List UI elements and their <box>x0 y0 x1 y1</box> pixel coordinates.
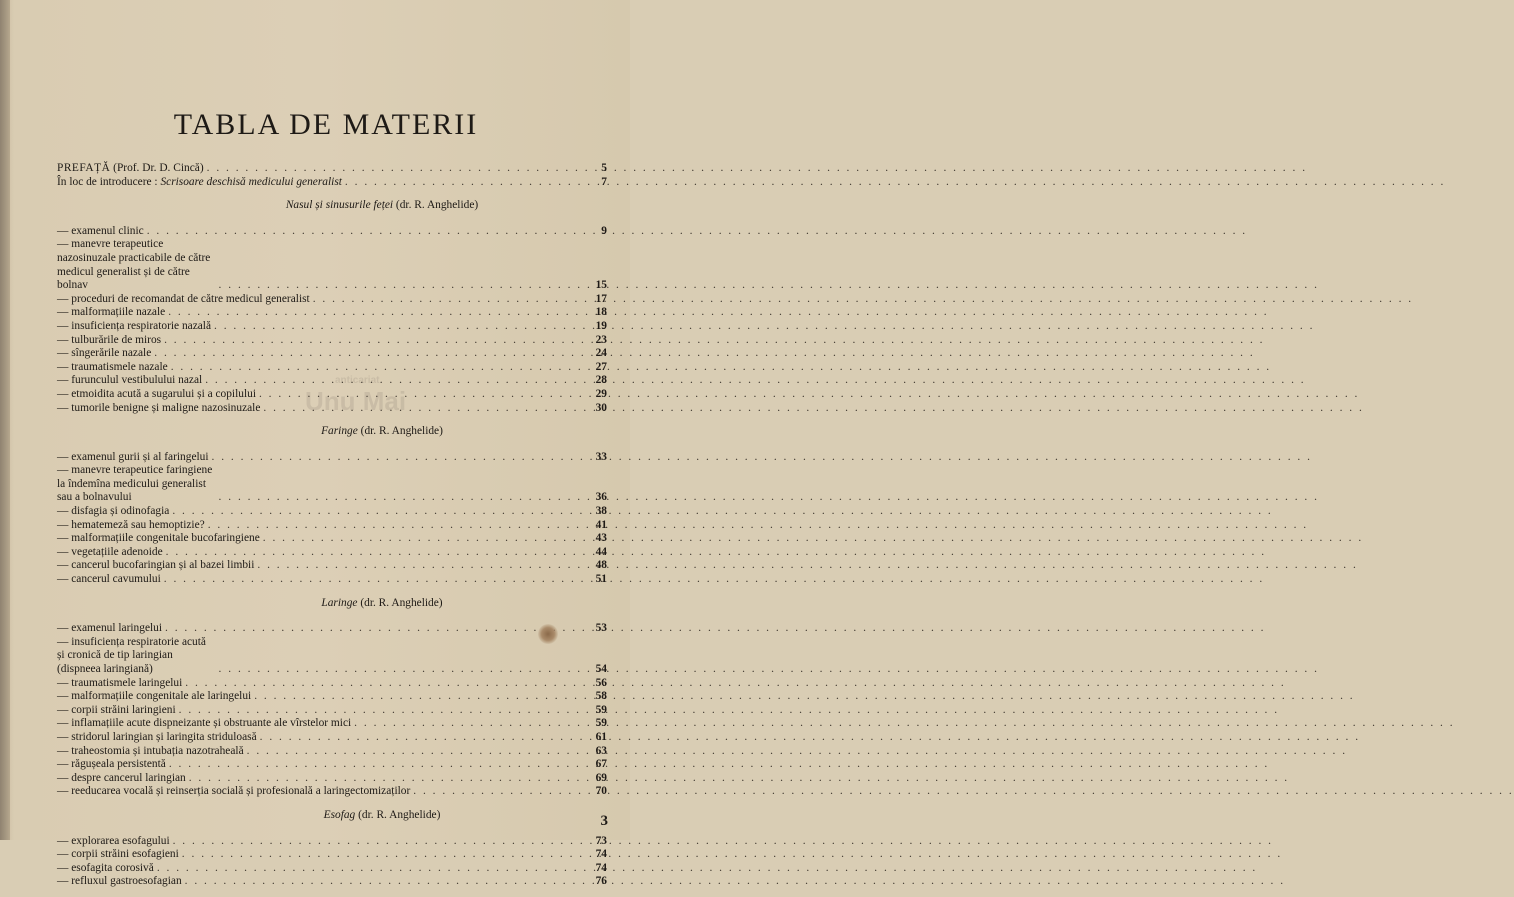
toc-row-introducere <box>57 176 607 190</box>
leader-dots <box>172 505 582 519</box>
toc-item <box>57 862 607 876</box>
toc-item-page: 28 <box>595 374 607 387</box>
toc-item-label: — examenul clinic <box>57 225 144 239</box>
toc-item-page: 51 <box>595 573 607 586</box>
leader-dots <box>345 176 582 190</box>
book-page <box>0 0 630 888</box>
section-heading <box>57 597 607 611</box>
leader-dots <box>263 402 582 416</box>
section-heading-title: Laringe <box>321 596 358 609</box>
toc-item-label: — disfagia și odinofagia <box>57 505 169 519</box>
leader-dots <box>219 279 582 293</box>
toc-item <box>57 532 607 546</box>
toc-item-label: — traumatismele laringelui <box>57 677 182 691</box>
toc-item <box>57 785 607 799</box>
leader-dots <box>208 519 582 533</box>
toc-item-label: — traumatismele nazale <box>57 361 168 375</box>
toc-item-page: 23 <box>595 333 607 346</box>
intro-plain: În loc de introducere : <box>57 175 161 188</box>
toc-item-page: 44 <box>595 545 607 558</box>
section-heading <box>57 199 607 213</box>
leader-dots <box>313 293 582 307</box>
toc-item-page: 70 <box>595 785 607 798</box>
toc-item <box>57 848 607 862</box>
leader-dots <box>185 875 582 889</box>
toc-item <box>57 334 607 348</box>
toc-section <box>57 597 607 799</box>
leader-dots <box>171 361 582 375</box>
toc-section <box>57 425 607 587</box>
leader-dots <box>169 758 582 772</box>
toc-section <box>57 199 607 415</box>
toc-item-page: 30 <box>595 401 607 414</box>
leader-dots <box>166 546 582 560</box>
toc-label <box>57 176 342 190</box>
leader-dots <box>247 745 582 759</box>
toc-item-page: 29 <box>595 387 607 400</box>
toc-item-page: 33 <box>595 450 607 463</box>
table-of-contents <box>57 162 607 897</box>
leader-dots <box>254 690 582 704</box>
toc-page-number: 5 <box>601 162 607 174</box>
section-heading-title: Esofag <box>323 808 356 821</box>
leader-dots <box>164 573 582 587</box>
toc-item <box>57 293 607 307</box>
toc-item <box>57 402 607 416</box>
toc-item <box>57 464 607 505</box>
leader-dots <box>182 848 582 862</box>
section-heading-author: (dr. R. Anghelide) <box>357 596 443 609</box>
toc-item <box>57 361 607 375</box>
toc-item-label: — malformațiile congenitale ale laringelui <box>57 690 251 704</box>
watermark-large-text: Unu Mai <box>305 386 407 416</box>
leader-dots <box>189 772 582 786</box>
toc-item-page: 48 <box>595 559 607 572</box>
leader-dots <box>259 388 582 402</box>
toc-item-label: — despre cancerul laringian <box>57 772 186 786</box>
toc-item-label: — stridorul laringian și laringita striduloasă <box>57 731 257 745</box>
leader-dots <box>219 663 582 677</box>
paper-stain <box>538 624 558 644</box>
toc-item-label: — traheostomia și intubația nazotraheală <box>57 745 244 759</box>
toc-item-label: — explorarea esofagului <box>57 835 170 849</box>
leader-dots <box>354 717 582 731</box>
toc-item <box>57 505 607 519</box>
toc-item-label: — malformațiile congenitale bucofaringiene <box>57 532 260 546</box>
leader-dots <box>179 704 582 718</box>
toc-item-page: 73 <box>595 834 607 847</box>
leader-dots <box>154 347 582 361</box>
toc-item <box>57 677 607 691</box>
toc-item <box>57 225 607 239</box>
leader-dots <box>263 532 582 546</box>
toc-item-label: — răgușeala persistentă <box>57 758 166 772</box>
toc-item <box>57 559 607 573</box>
toc-item-page: 17 <box>595 292 607 305</box>
leader-dots <box>413 785 582 799</box>
toc-item-page: 41 <box>595 518 607 531</box>
toc-item-label: — vegetațiile adenoide <box>57 546 163 560</box>
toc-item <box>57 622 607 636</box>
toc-item-page: 36 <box>595 491 607 504</box>
toc-item <box>57 835 607 849</box>
toc-item <box>57 731 607 745</box>
toc-item-page: 9 <box>601 224 607 237</box>
toc-item-page: 53 <box>595 622 607 635</box>
toc-item <box>57 772 607 786</box>
toc-item-page: 61 <box>595 730 607 743</box>
toc-item-label: — manevre terapeutice nazosinuzale practicabile de către medicul generalist și de către bolnav <box>57 238 216 292</box>
leader-dots <box>212 451 582 465</box>
leader-dots <box>164 334 582 348</box>
toc-item <box>57 451 607 465</box>
leader-dots <box>219 491 582 505</box>
toc-item-page: 67 <box>595 758 607 771</box>
toc-item-label: — inflamațiile acute dispneizante și obstruante ale vîrstelor mici <box>57 717 351 731</box>
toc-item-page: 56 <box>595 676 607 689</box>
toc-item-label: — insuficiența respiratorie nazală <box>57 320 211 334</box>
leader-dots <box>165 622 582 636</box>
toc-item-label: — manevre terapeutice faringiene la îndemîna medicului generalist sau a bolnavului <box>57 464 216 505</box>
intro-italic: Scrisoare deschisă medicului generalist <box>160 175 342 188</box>
toc-page-number: 7 <box>601 175 607 188</box>
toc-item <box>57 238 607 292</box>
toc-section <box>57 809 607 889</box>
section-heading <box>57 425 607 439</box>
toc-item <box>57 758 607 772</box>
leader-dots <box>214 320 582 334</box>
toc-label <box>57 162 204 176</box>
toc-item <box>57 690 607 704</box>
toc-item <box>57 347 607 361</box>
toc-item-page: 76 <box>595 875 607 888</box>
toc-item-label: — corpii străini laringieni <box>57 704 176 718</box>
section-heading <box>57 809 607 823</box>
toc-item-page: 43 <box>595 532 607 545</box>
leader-dots <box>207 162 582 176</box>
toc-item <box>57 374 607 388</box>
toc-item-label: — reeducarea vocală și reinserția socială și profesională a laringectomizaților <box>57 785 410 799</box>
toc-item-label: — etmoidita acută a sugarului și a copilului <box>57 388 256 402</box>
toc-item-label: — furunculul vestibulului nazal <box>57 374 202 388</box>
toc-item-label: — tumorile benigne și maligne nazosinuzale <box>57 402 260 416</box>
prefata-author: (Prof. Dr. D. Cincă) <box>110 162 204 174</box>
toc-item-label: — sîngerările nazale <box>57 347 151 361</box>
leader-dots <box>147 225 582 239</box>
toc-item <box>57 573 607 587</box>
toc-item-page: 38 <box>595 505 607 518</box>
leader-dots <box>168 306 582 320</box>
toc-item-page: 74 <box>595 848 607 861</box>
toc-item <box>57 717 607 731</box>
toc-item-label: — proceduri de recomandat de către medicul generalist <box>57 293 310 307</box>
toc-item-page: 69 <box>595 771 607 784</box>
section-heading-title: Nasul și sinusurile feței <box>285 199 394 212</box>
toc-item-page: 27 <box>595 360 607 373</box>
toc-item <box>57 306 607 320</box>
toc-item-label: — insuficiența respiratorie acută și cronică de tip laringian (dispneea laringiană) <box>57 636 216 677</box>
toc-item <box>57 636 607 677</box>
section-heading-title: Faringe <box>321 425 358 438</box>
toc-item-page: 59 <box>595 717 607 730</box>
toc-item <box>57 745 607 759</box>
leader-dots <box>260 731 582 745</box>
leader-dots <box>157 862 582 876</box>
page-title: TABLA DE MATERII <box>173 108 479 142</box>
section-heading-author: (dr. R. Anghelide) <box>357 425 443 438</box>
toc-item-page: 24 <box>595 347 607 360</box>
toc-item <box>57 320 607 334</box>
toc-item <box>57 875 607 889</box>
toc-item-label: — tulburările de miros <box>57 334 161 348</box>
toc-item-page: 74 <box>595 861 607 874</box>
page-number: 3 <box>600 813 608 829</box>
toc-item-page: 15 <box>595 279 607 292</box>
toc-sections <box>57 199 607 889</box>
toc-item-label: — examenul gurii și al faringelui <box>57 451 209 465</box>
toc-item-page: 58 <box>595 690 607 703</box>
toc-item <box>57 546 607 560</box>
toc-item-label: — malformațiile nazale <box>57 306 165 320</box>
toc-item-label: — esofagita corosivă <box>57 862 154 876</box>
leader-dots <box>173 835 582 849</box>
toc-item-page: 18 <box>595 306 607 319</box>
toc-item-page: 54 <box>595 663 607 675</box>
watermark-small-text: anticariat <box>335 375 380 386</box>
toc-item-page: 59 <box>595 703 607 716</box>
toc-item-label: — cancerul bucofaringian și al bazei limbii <box>57 559 254 573</box>
toc-item <box>57 388 607 402</box>
toc-item-label: — refluxul gastroesofagian <box>57 875 182 889</box>
leader-dots <box>257 559 582 573</box>
leader-dots <box>205 374 582 388</box>
section-heading-author: (dr. R. Anghelide) <box>355 808 441 821</box>
leader-dots <box>185 677 582 691</box>
toc-item-label: — hematemeză sau hemoptizie? <box>57 519 205 533</box>
toc-item-page: 19 <box>595 319 607 332</box>
toc-item-label: — corpii străini esofagieni <box>57 848 179 862</box>
toc-row-prefata <box>57 162 607 176</box>
toc-item-label: — examenul laringelui <box>57 622 162 636</box>
section-heading-author: (dr. R. Anghelide) <box>393 199 479 212</box>
toc-item-page: 63 <box>595 744 607 757</box>
toc-item <box>57 519 607 533</box>
toc-item-label: — cancerul cavumului <box>57 573 161 587</box>
prefata-caps: PREFAȚĂ <box>57 162 111 174</box>
toc-item <box>57 704 607 718</box>
